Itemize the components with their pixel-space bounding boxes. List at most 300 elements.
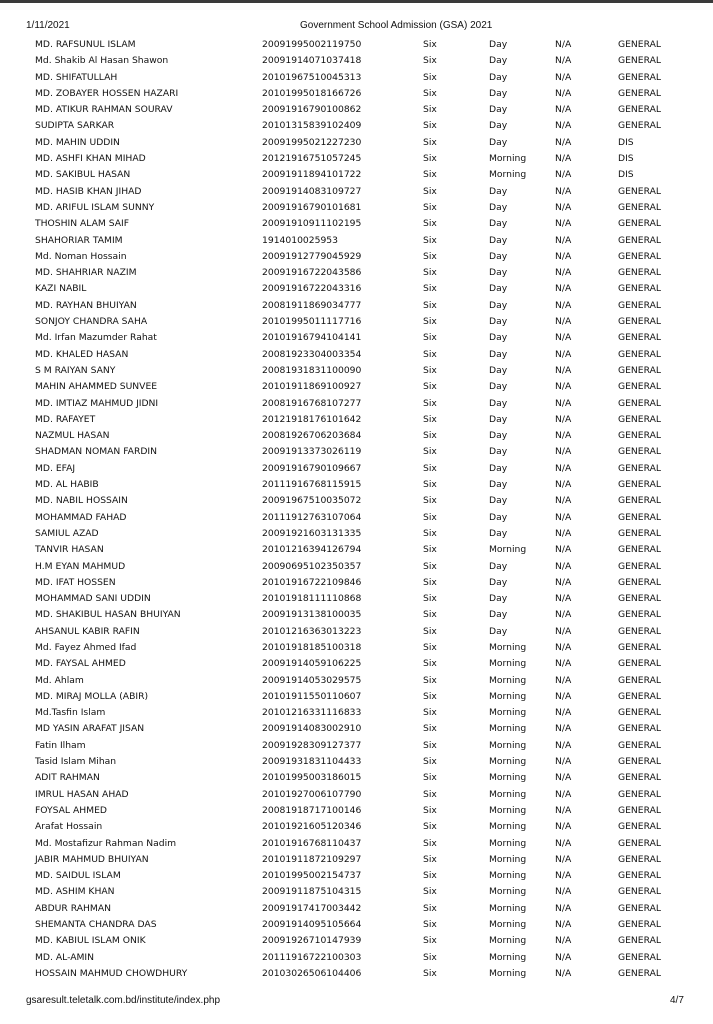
student-name: MD. IMTIAZ MAHMUD JIDNI (35, 397, 159, 409)
version: N/A (555, 919, 572, 931)
quota: GENERAL (618, 739, 662, 751)
shift: Day (489, 625, 508, 637)
table-row (0, 461, 713, 477)
student-name: Fatin Ilham (35, 739, 86, 751)
class: Six (423, 267, 437, 279)
shift: Day (489, 316, 508, 328)
version: N/A (555, 283, 572, 295)
shift: Day (489, 511, 508, 523)
shift: Morning (489, 674, 527, 686)
quota: GENERAL (618, 625, 662, 637)
student-name: MOHAMMAD FAHAD (35, 511, 127, 523)
quota: GENERAL (618, 413, 662, 425)
class: Six (423, 446, 437, 458)
class: Six (423, 756, 437, 768)
quota: GENERAL (618, 804, 662, 816)
table-row (0, 754, 713, 770)
shift: Day (489, 495, 508, 507)
shift: Morning (489, 886, 527, 898)
roll-number: 20091916722043316 (262, 283, 362, 295)
quota: GENERAL (618, 104, 662, 116)
roll-number: 20091914083109727 (262, 185, 362, 197)
shift: Day (489, 413, 508, 425)
shift: Morning (489, 804, 527, 816)
version: N/A (555, 348, 572, 360)
shift: Day (489, 576, 508, 588)
roll-number: 20091913373026119 (262, 446, 362, 458)
class: Six (423, 641, 437, 653)
table-row (0, 477, 713, 493)
shift: Morning (489, 739, 527, 751)
class: Six (423, 707, 437, 719)
table-row (0, 933, 713, 949)
version: N/A (555, 511, 572, 523)
student-name: ADIT RAHMAN (35, 772, 100, 784)
table-row (0, 542, 713, 558)
table-row (0, 819, 713, 835)
version: N/A (555, 707, 572, 719)
quota: DIS (618, 153, 634, 165)
table-row (0, 966, 713, 982)
version: N/A (555, 641, 572, 653)
student-name: MD. IFAT HOSSEN (35, 576, 116, 588)
student-name: MD. ATIKUR RAHMAN SOURAV (35, 104, 173, 116)
class: Six (423, 169, 437, 181)
roll-number: 20090695102350357 (262, 560, 362, 572)
shift: Day (489, 462, 508, 474)
version: N/A (555, 234, 572, 246)
shift: Day (489, 283, 508, 295)
class: Six (423, 332, 437, 344)
quota: GENERAL (618, 397, 662, 409)
quota: GENERAL (618, 39, 662, 50)
student-name: SAMIUL AZAD (35, 527, 99, 539)
quota: GENERAL (618, 593, 662, 605)
roll-number: 20081918717100146 (262, 804, 362, 816)
shift: Day (489, 348, 508, 360)
student-name: MD. SAIDUL ISLAM (35, 870, 121, 882)
class: Six (423, 87, 437, 99)
class: Six (423, 413, 437, 425)
quota: GENERAL (618, 479, 662, 491)
class: Six (423, 71, 437, 83)
roll-number: 20081911869034777 (262, 299, 362, 311)
table-row (0, 705, 713, 721)
roll-number: 20091914059106225 (262, 658, 362, 670)
class: Six (423, 723, 437, 735)
quota: GENERAL (618, 55, 662, 67)
version: N/A (555, 658, 572, 670)
quota: GENERAL (618, 870, 662, 882)
roll-number: 20101916794104141 (262, 332, 362, 344)
class: Six (423, 625, 437, 637)
roll-number: 20121918176101642 (262, 413, 362, 425)
quota: GENERAL (618, 853, 662, 865)
quota: GENERAL (618, 756, 662, 768)
class: Six (423, 250, 437, 262)
table-row (0, 428, 713, 444)
quota: GENERAL (618, 707, 662, 719)
student-name: MD. ASHFI KHAN MIHAD (35, 153, 146, 165)
table-row (0, 135, 713, 151)
shift: Day (489, 55, 508, 67)
student-name: Md. Noman Hossain (35, 250, 127, 262)
shift: Morning (489, 902, 527, 914)
table-row (0, 314, 713, 330)
page-number: 4/7 (670, 995, 684, 1006)
quota: GENERAL (618, 658, 662, 670)
shift: Day (489, 381, 508, 393)
version: N/A (555, 104, 572, 116)
student-name: MD. KHALED HASAN (35, 348, 129, 360)
version: N/A (555, 201, 572, 213)
version: N/A (555, 430, 572, 442)
version: N/A (555, 609, 572, 621)
version: N/A (555, 853, 572, 865)
table-row (0, 363, 713, 379)
shift: Morning (489, 756, 527, 768)
table-row (0, 575, 713, 591)
student-name: MD. SHIFATULLAH (35, 71, 118, 83)
student-name: MOHAMMAD SANI UDDIN (35, 593, 151, 605)
shift: Morning (489, 967, 527, 979)
class: Six (423, 576, 437, 588)
shift: Day (489, 218, 508, 230)
shift: Day (489, 446, 508, 458)
shift: Morning (489, 153, 527, 165)
quota: DIS (618, 169, 634, 181)
table-row (0, 689, 713, 705)
roll-number: 20101918185100318 (262, 641, 362, 653)
version: N/A (555, 870, 572, 882)
shift: Day (489, 299, 508, 311)
quota: GENERAL (618, 837, 662, 849)
quota: GENERAL (618, 821, 662, 833)
class: Six (423, 511, 437, 523)
quota: GENERAL (618, 283, 662, 295)
student-name: Md. Shakib Al Hasan Shawon (35, 55, 169, 67)
class: Six (423, 136, 437, 148)
table-row (0, 347, 713, 363)
class: Six (423, 479, 437, 491)
version: N/A (555, 739, 572, 751)
table-row (0, 901, 713, 917)
quota: GENERAL (618, 201, 662, 213)
table-row (0, 298, 713, 314)
table-row (0, 151, 713, 167)
shift: Day (489, 267, 508, 279)
roll-number: 20091911894101722 (262, 169, 362, 181)
student-name: MD. ASHIM KHAN (35, 886, 115, 898)
student-name: MD. AL HABIB (35, 479, 99, 491)
shift: Morning (489, 772, 527, 784)
shift: Day (489, 397, 508, 409)
roll-number: 20091914095105664 (262, 919, 362, 931)
version: N/A (555, 39, 572, 50)
shift: Morning (489, 723, 527, 735)
shift: Morning (489, 544, 527, 556)
version: N/A (555, 772, 572, 784)
roll-number: 20101995003186015 (262, 772, 362, 784)
result-list (0, 37, 713, 982)
quota: GENERAL (618, 935, 662, 947)
version: N/A (555, 71, 572, 83)
quota: GENERAL (618, 772, 662, 784)
quota: GENERAL (618, 919, 662, 931)
version: N/A (555, 967, 572, 979)
student-name: Tasid Islam Mihan (35, 756, 117, 768)
version: N/A (555, 495, 572, 507)
shift: Morning (489, 853, 527, 865)
shift: Day (489, 120, 508, 132)
shift: Day (489, 527, 508, 539)
shift: Day (489, 71, 508, 83)
table-row (0, 510, 713, 526)
shift: Morning (489, 788, 527, 800)
class: Six (423, 234, 437, 246)
student-name: MD. RAYHAN BHUIYAN (35, 299, 137, 311)
student-name: MD. SHAHRIAR NAZIM (35, 267, 137, 279)
quota: GENERAL (618, 120, 662, 132)
student-name: THOSHIN ALAM SAIF (35, 218, 130, 230)
class: Six (423, 544, 437, 556)
quota: GENERAL (618, 951, 662, 963)
shift: Morning (489, 919, 527, 931)
roll-number: 20081931831100090 (262, 364, 362, 376)
version: N/A (555, 332, 572, 344)
quota: GENERAL (618, 495, 662, 507)
quota: GENERAL (618, 299, 662, 311)
student-name: KAZI NABIL (35, 283, 87, 295)
version: N/A (555, 55, 572, 67)
top-border (0, 0, 713, 3)
roll-number: 20091928309127377 (262, 739, 362, 751)
student-name: SUDIPTA SARKAR (35, 120, 115, 132)
roll-number: 20091910911102195 (262, 218, 362, 230)
shift: Day (489, 364, 508, 376)
shift: Day (489, 201, 508, 213)
quota: GENERAL (618, 364, 662, 376)
student-name: JABIR MAHMUD BHUIYAN (35, 853, 149, 865)
table-row (0, 803, 713, 819)
student-name: Md. Irfan Mazumder Rahat (35, 332, 157, 344)
roll-number: 20101911550110607 (262, 690, 362, 702)
class: Six (423, 609, 437, 621)
roll-number: 20091912779045929 (262, 250, 362, 262)
shift: Morning (489, 690, 527, 702)
roll-number: 20091967510035072 (262, 495, 362, 507)
class: Six (423, 104, 437, 116)
shift: Morning (489, 169, 527, 181)
class: Six (423, 364, 437, 376)
table-row (0, 493, 713, 509)
student-name: IMRUL HASAN AHAD (35, 788, 129, 800)
quota: GENERAL (618, 185, 662, 197)
roll-number: 20091914053029575 (262, 674, 362, 686)
class: Six (423, 658, 437, 670)
class: Six (423, 967, 437, 979)
table-row (0, 526, 713, 542)
class: Six (423, 674, 437, 686)
version: N/A (555, 316, 572, 328)
roll-number: 20101995002154737 (262, 870, 362, 882)
quota: GENERAL (618, 446, 662, 458)
student-name: MAHIN AHAMMED SUNVEE (35, 381, 158, 393)
quota: GENERAL (618, 250, 662, 262)
shift: Morning (489, 837, 527, 849)
class: Six (423, 593, 437, 605)
version: N/A (555, 674, 572, 686)
student-name: MD. HASIB KHAN JIHAD (35, 185, 142, 197)
class: Six (423, 348, 437, 360)
quota: GENERAL (618, 609, 662, 621)
class: Six (423, 283, 437, 295)
roll-number: 20101995011117716 (262, 316, 362, 328)
student-name: MD. NABIL HOSSAIN (35, 495, 128, 507)
shift: Day (489, 104, 508, 116)
table-row (0, 559, 713, 575)
student-name: MD. RAFAYET (35, 413, 96, 425)
page-title: Government School Admission (GSA) 2021 (300, 20, 493, 31)
table-row (0, 249, 713, 265)
quota: GENERAL (618, 576, 662, 588)
version: N/A (555, 136, 572, 148)
table-row (0, 787, 713, 803)
quota: GENERAL (618, 267, 662, 279)
shift: Day (489, 430, 508, 442)
roll-number: 20111916768115915 (262, 479, 362, 491)
class: Six (423, 804, 437, 816)
student-name: MD. KABIUL ISLAM ONIK (35, 935, 146, 947)
shift: Morning (489, 707, 527, 719)
version: N/A (555, 153, 572, 165)
student-name: SHADMAN NOMAN FARDIN (35, 446, 157, 458)
roll-number: 20111912763107064 (262, 511, 362, 523)
roll-number: 20101918111110868 (262, 593, 362, 605)
version: N/A (555, 788, 572, 800)
table-row (0, 233, 713, 249)
quota: GENERAL (618, 560, 662, 572)
student-name: S M RAIYAN SANY (35, 364, 116, 376)
version: N/A (555, 625, 572, 637)
quota: GENERAL (618, 348, 662, 360)
shift: Day (489, 185, 508, 197)
version: N/A (555, 902, 572, 914)
class: Six (423, 201, 437, 213)
version: N/A (555, 886, 572, 898)
quota: GENERAL (618, 381, 662, 393)
class: Six (423, 886, 437, 898)
roll-number: 20091916722043586 (262, 267, 362, 279)
roll-number: 20091916790101681 (262, 201, 362, 213)
version: N/A (555, 446, 572, 458)
version: N/A (555, 413, 572, 425)
quota: DIS (618, 136, 634, 148)
class: Six (423, 299, 437, 311)
class: Six (423, 935, 437, 947)
shift: Morning (489, 821, 527, 833)
version: N/A (555, 593, 572, 605)
version: N/A (555, 690, 572, 702)
quota: GENERAL (618, 544, 662, 556)
shift: Day (489, 87, 508, 99)
table-row (0, 167, 713, 183)
table-row (0, 721, 713, 737)
class: Six (423, 527, 437, 539)
roll-number: 20101995018166726 (262, 87, 362, 99)
student-name: NAZMUL HASAN (35, 430, 110, 442)
version: N/A (555, 87, 572, 99)
quota: GENERAL (618, 723, 662, 735)
version: N/A (555, 364, 572, 376)
version: N/A (555, 837, 572, 849)
version: N/A (555, 544, 572, 556)
class: Six (423, 772, 437, 784)
student-name: ABDUR RAHMAN (35, 902, 111, 914)
quota: GENERAL (618, 87, 662, 99)
table-row (0, 102, 713, 118)
quota: GENERAL (618, 690, 662, 702)
class: Six (423, 788, 437, 800)
roll-number: 20101967510045313 (262, 71, 362, 83)
class: Six (423, 218, 437, 230)
table-row (0, 917, 713, 933)
class: Six (423, 316, 437, 328)
table-row (0, 868, 713, 884)
student-name: MD. SHAKIBUL HASAN BHUIYAN (35, 609, 181, 621)
class: Six (423, 821, 437, 833)
version: N/A (555, 935, 572, 947)
roll-number: 20091995021227230 (262, 136, 362, 148)
version: N/A (555, 951, 572, 963)
shift: Morning (489, 658, 527, 670)
roll-number: 20091914083002910 (262, 723, 362, 735)
shift: Morning (489, 870, 527, 882)
roll-number: 20101916768110437 (262, 837, 362, 849)
version: N/A (555, 381, 572, 393)
roll-number: 1914010025953 (262, 234, 338, 246)
roll-number: 20091926710147939 (262, 935, 362, 947)
student-name: MD. RAFSUNUL ISLAM (35, 39, 136, 50)
class: Six (423, 870, 437, 882)
roll-number: 20091995002119750 (262, 39, 362, 50)
class: Six (423, 120, 437, 132)
class: Six (423, 902, 437, 914)
class: Six (423, 560, 437, 572)
version: N/A (555, 267, 572, 279)
quota: GENERAL (618, 788, 662, 800)
student-name: MD. MAHIN UDDIN (35, 136, 120, 148)
quota: GENERAL (618, 527, 662, 539)
table-row (0, 70, 713, 86)
table-row (0, 184, 713, 200)
roll-number: 20091917417003442 (262, 902, 362, 914)
shift: Day (489, 136, 508, 148)
table-row (0, 607, 713, 623)
class: Six (423, 690, 437, 702)
quota: GENERAL (618, 511, 662, 523)
shift: Day (489, 234, 508, 246)
student-name: Md.Tasfin Islam (35, 707, 106, 719)
shift: Day (489, 250, 508, 262)
table-row (0, 86, 713, 102)
quota: GENERAL (618, 430, 662, 442)
student-name: H.M EYAN MAHMUD (35, 560, 126, 572)
table-row (0, 852, 713, 868)
student-name: AHSANUL KABIR RAFIN (35, 625, 140, 637)
roll-number: 20101911872109297 (262, 853, 362, 865)
student-name: MD. EFAJ (35, 462, 76, 474)
